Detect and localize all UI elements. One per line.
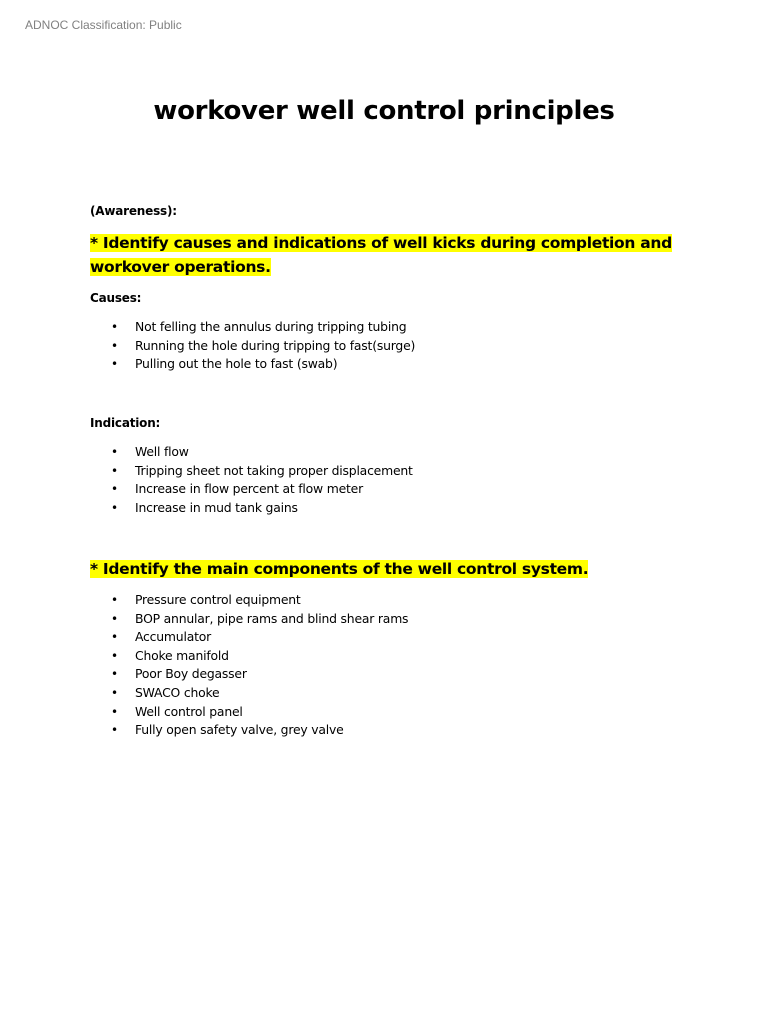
classification-label: ADNOC Classification: Public xyxy=(25,18,182,32)
list-item: • Well flow xyxy=(90,443,413,462)
indication-label: Indication: xyxy=(90,416,161,430)
list-item: • Running the hole during tripping to fast(surge) xyxy=(90,337,415,356)
causes-list xyxy=(90,318,415,374)
list-item: • Well control panel xyxy=(90,703,408,722)
list-item: • Choke manifold xyxy=(90,647,408,666)
objective-heading-kicks-text: * Identify causes and indications of well kicks during completion and workover operations. xyxy=(90,234,672,276)
causes-label: Causes: xyxy=(90,291,142,305)
list-item: • Increase in mud tank gains xyxy=(90,499,413,518)
objective-heading-kicks xyxy=(90,231,680,279)
components-list xyxy=(90,591,408,740)
objective-heading-components xyxy=(90,557,680,581)
list-item: • BOP annular, pipe rams and blind shear rams xyxy=(90,610,408,629)
awareness-label: (Awareness): xyxy=(90,204,177,218)
list-item: • Tripping sheet not taking proper displacement xyxy=(90,462,413,481)
list-item: • Pulling out the hole to fast (swab) xyxy=(90,355,415,374)
list-item: • Increase in flow percent at flow meter xyxy=(90,480,413,499)
document-title: workover well control principles xyxy=(153,96,615,126)
objective-heading-components-text: * Identify the main components of the well control system. xyxy=(90,560,589,578)
indications-list xyxy=(90,443,413,517)
list-item: • Fully open safety valve, grey valve xyxy=(90,721,408,740)
list-item: • Not felling the annulus during tripping tubing xyxy=(90,318,415,337)
list-item: • Accumulator xyxy=(90,628,408,647)
list-item: • Pressure control equipment xyxy=(90,591,408,610)
list-item: • Poor Boy degasser xyxy=(90,665,408,684)
list-item: • SWACO choke xyxy=(90,684,408,703)
